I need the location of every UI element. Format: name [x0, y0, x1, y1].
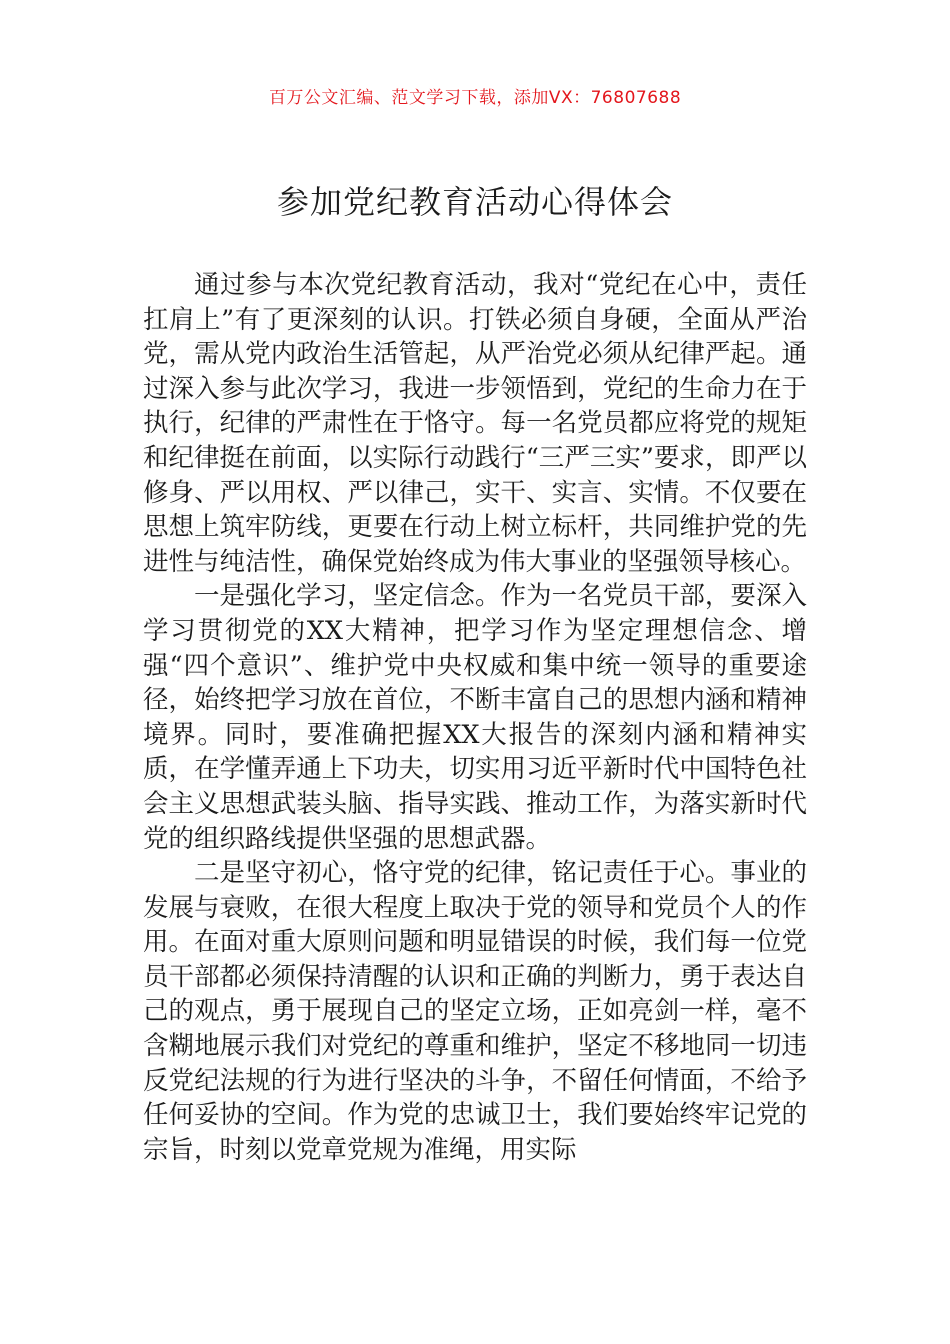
- download-notice: 百万公文汇编、范文学习下载，添加VX：76807688: [268, 88, 682, 108]
- document-body: [143, 268, 807, 1167]
- paragraph-point-two: 二是坚守初心，恪守党的纪律，铭记责任于心。事业的发展与衰败，在很大程度上取决于党的领导和党员个人的作用。在面对重大原则问题和明显错误的时候，我们每一位党员干部都必须保持清醒的认识和正确的判断力，勇于表达自己的观点，勇于展现自己的坚定立场，正如亮剑一样，毫不含糊地展示我们对党纪的尊重和维护，坚定不移地同一切违反党纪法规的行为进行坚决的斗争，不留任何情面，不给予任何妥协的空间。作为党的忠诚卫士，我们要始终牢记党的宗旨，时刻以党章党规为准绳，用实际: [143, 858, 807, 1165]
- paragraph-point-one: 一是强化学习，坚定信念。作为一名党员干部，要深入学习贯彻党的XX大精神，把学习作为坚定理想信念、增强“四个意识”、维护党中央权威和集中统一领导的重要途径，始终把学习放在首位，不断丰富自己的思想内涵和精神境界。同时，要准确把握XX大报告的深刻内涵和精神实质，在学懂弄通上下功夫，切实用习近平新时代中国特色社会主义思想武装头脑、指导实践、推动工作，为落实新时代党的组织路线提供坚强的思想武器。: [143, 581, 807, 854]
- document-title: 参加党纪教育活动心得体会: [276, 183, 673, 221]
- paragraph-intro: 通过参与本次党纪教育活动，我对“党纪在心中，责任扛肩上”有了更深刻的认识。打铁必须自身硬，全面从严治党，需从党内政治生活管起，从严治党必须从纪律严起。通过深入参与此次学习，我进一步领悟到，党纪的生命力在于执行，纪律的严肃性在于恪守。每一名党员都应将党的规矩和纪律挺在前面，以实际行动践行“三严三实”要求，即严以修身、严以用权、严以律己，实干、实言、实情。不仅要在思想上筑牢防线，更要在行动上树立标杆，共同维护党的先进性与纯洁性，确保党始终成为伟大事业的坚强领导核心。: [143, 270, 807, 577]
